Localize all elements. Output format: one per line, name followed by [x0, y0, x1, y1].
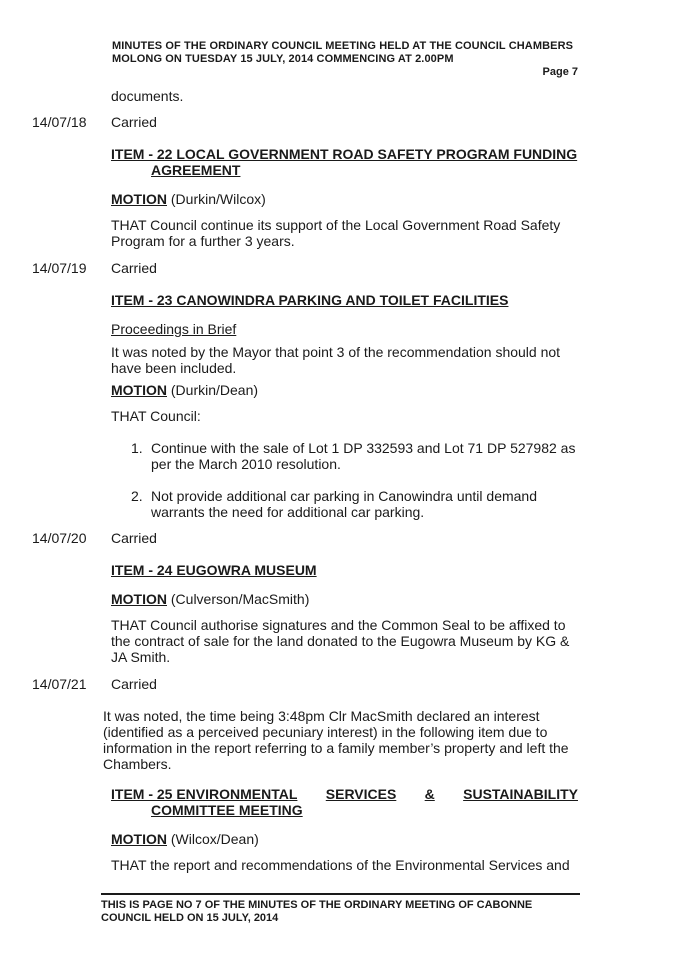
resolution-number: 14/07/20 [32, 530, 87, 546]
item-24-heading: ITEM - 24 EUGOWRA MUSEUM [111, 562, 317, 578]
item-22-title-line1: ITEM - 22 LOCAL GOVERNMENT ROAD SAFETY PROGRAM FUNDING [111, 146, 578, 162]
footer-divider [101, 893, 580, 895]
motion-movers: (Culverson/MacSmith) [167, 591, 310, 607]
resolution-number: 14/07/18 [32, 114, 87, 130]
item-25-resolution-text: THAT the report and recommendations of the Environmental Services and [111, 857, 570, 873]
carried-text: Carried [111, 530, 157, 546]
item-23-heading: ITEM - 23 CANOWINDRA PARKING AND TOILET FACILITIES [111, 292, 509, 308]
header-title-line2: MOLONG ON TUESDAY 15 JULY, 2014 COMMENCING AT 2.00PM [112, 53, 454, 65]
interest-declaration-text: It was noted, the time being 3:48pm Clr MacSmith declared an interest (identified as a perceived pecuniary interest) in the following item due to information in the report referring to a family member’s property and left the Chambers. [103, 708, 569, 772]
footer-line1: THIS IS PAGE NO 7 OF THE MINUTES OF THE ORDINARY MEETING OF CABONNE [101, 899, 533, 911]
motion-movers: (Durkin/Wilcox) [167, 191, 266, 207]
item-25-heading [111, 786, 578, 818]
resolution-number: 14/07/21 [32, 676, 87, 692]
item-22-resolution-text: THAT Council continue its support of the Local Government Road Safety Program for a further 3 years. [111, 217, 561, 249]
item-22-title-line2: AGREEMENT [151, 162, 241, 178]
resolution-number: 14/07/19 [32, 260, 87, 276]
motion-label: MOTION [111, 191, 167, 207]
page-footer [101, 899, 580, 925]
motion-movers: (Durkin/Dean) [167, 382, 259, 398]
item-25-motion [111, 831, 259, 847]
item-22-heading [111, 146, 578, 178]
motion-label: MOTION [111, 382, 167, 398]
item-24-resolution-text: THAT Council authorise signatures and the Common Seal to be affixed to the contract of sale for the land donated to the Eugowra Museum by KG & JA Smith. [111, 617, 570, 665]
motion-label: MOTION [111, 591, 167, 607]
item-22-motion [111, 191, 266, 207]
header-title-line1: MINUTES OF THE ORDINARY COUNCIL MEETING HELD AT THE COUNCIL CHAMBERS [112, 40, 574, 52]
motion-label: MOTION [111, 831, 167, 847]
item-25-title-line1: ITEM - 25 ENVIRONMENTAL SERVICES & SUSTAINABILITY [111, 786, 578, 802]
page-header [112, 40, 580, 66]
proceedings-in-brief-label: Proceedings in Brief [111, 321, 237, 337]
that-council-text: THAT Council: [111, 408, 201, 424]
item-24-motion [111, 591, 309, 607]
carried-text: Carried [111, 114, 157, 130]
footer-line2: COUNCIL HELD ON 15 JULY, 2014 [101, 912, 279, 924]
carried-text: Carried [111, 676, 157, 692]
item-23-motion [111, 382, 258, 398]
item-25-title-line2: COMMITTEE MEETING [151, 802, 303, 818]
motion-movers: (Wilcox/Dean) [167, 831, 259, 847]
page-number: Page 7 [542, 66, 578, 78]
continued-text: documents. [111, 88, 184, 104]
carried-text: Carried [111, 260, 157, 276]
item-23-noted-text: It was noted by the Mayor that point 3 of the recommendation should not have been included. [111, 344, 561, 376]
